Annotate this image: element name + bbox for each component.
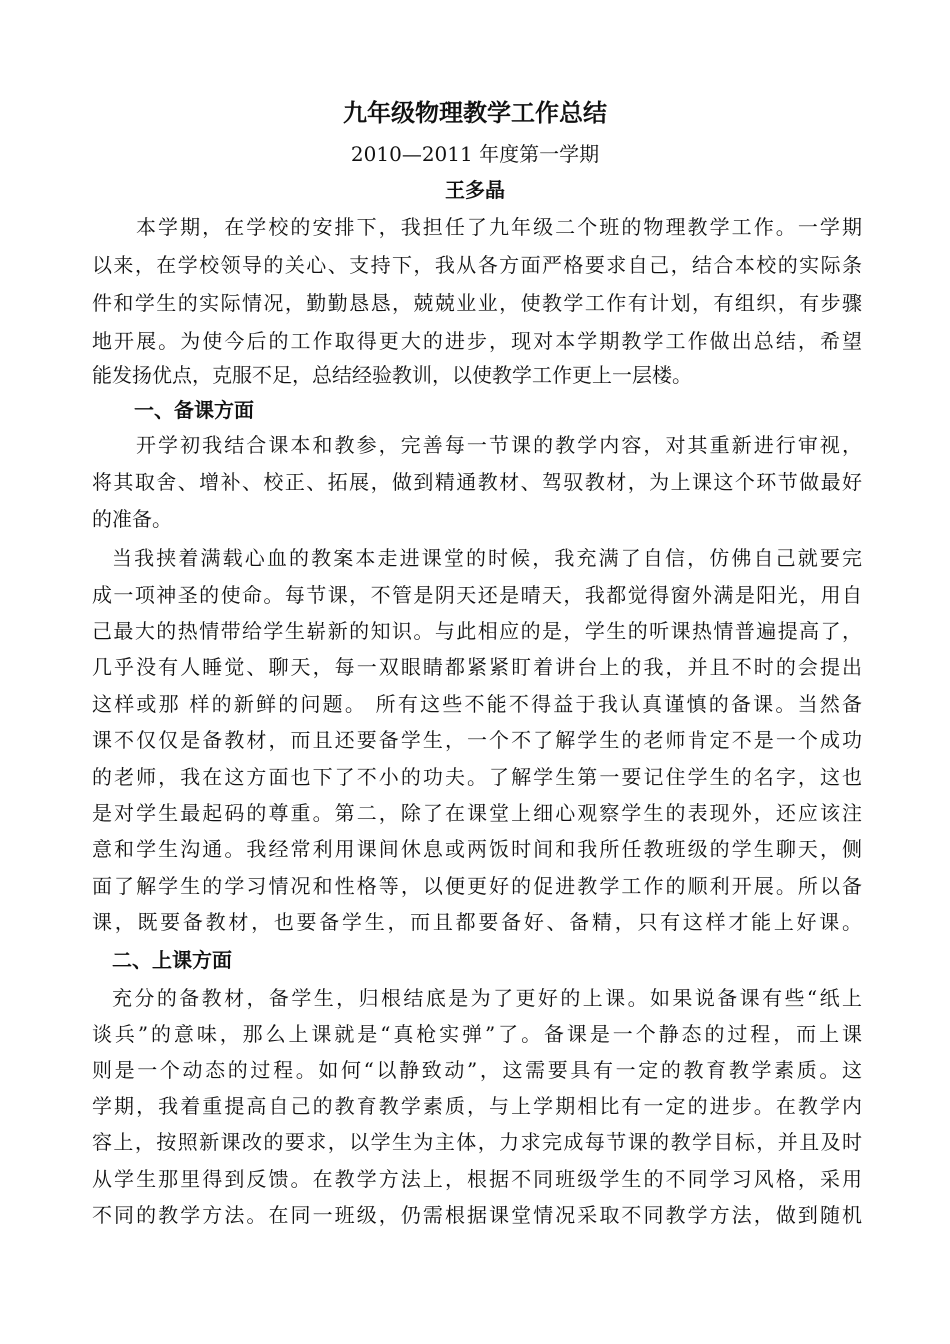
paragraph-line: 以来，在学校领导的关心、支持下，我从各方面严格要求自己，结合本校的实际条 <box>92 253 862 277</box>
paragraph-line: 从学生那里得到反馈。在教学方法上，根据不同班级学生的不同学习风格，采用 <box>92 1167 862 1191</box>
document-author: 王多晶 <box>445 178 505 202</box>
paragraph-line: 不同的教学方法。在同一班级，仍需根据课堂情况采取不同教学方法，做到随机 <box>92 1203 862 1227</box>
paragraph-line: 容上，按照新课改的要求，以学生为主体，力求完成每节课的教学目标，并且及时 <box>92 1130 862 1154</box>
paragraph-line: 地开展。为使今后的工作取得更大的进步，现对本学期教学工作做出总结，希望 <box>92 329 862 353</box>
paragraph-line: 当我挟着满载心血的教案本走进课堂的时候，我充满了自信，仿佛自己就要完 <box>112 546 862 570</box>
paragraph-line: 是对学生最起码的尊重。第二，除了在课堂上细心观察学生的表现外，还应该注 <box>92 801 862 825</box>
document-title: 九年级物理教学工作总结 <box>343 99 607 127</box>
paragraph-line: 学期，我着重提高自己的教育教学素质，与上学期相比有一定的进步。在教学内 <box>92 1094 862 1118</box>
paragraph-line: 意和学生沟通。我经常利用课间休息或两饭时间和我所任教班级的学生聊天，侧 <box>92 837 862 861</box>
paragraph-line: 己最大的热情带给学生崭新的知识。与此相应的是，学生的听课热情普遍提高了， <box>92 619 862 643</box>
paragraph-line: 充分的备教材，备学生，归根结底是为了更好的上课。如果说备课有些“纸上 <box>112 986 862 1010</box>
paragraph-line: 谈兵”的意味，那么上课就是“真枪实弹”了。备课是一个静态的过程，而上课 <box>92 1022 862 1046</box>
paragraph-line: 将其取舍、增补、校正、拓展，做到精通教材、驾驭教材，为上课这个环节做最好 <box>92 470 862 494</box>
paragraph-line: 开学初我结合课本和教参，完善每一节课的教学内容，对其重新进行审视， <box>136 433 862 457</box>
document-subtitle: 2010—2011 年度第一学期 <box>350 142 600 166</box>
section-heading: 二、上课方面 <box>112 948 232 972</box>
paragraph-line: 本学期，在学校的安排下，我担任了九年级二个班的物理教学工作。一学期 <box>136 215 862 239</box>
paragraph-line: 这样或那 样的新鲜的问题。 所有这些不能不得益于我认真谨慎的备课。当然备 <box>92 692 862 716</box>
paragraph-line: 则是一个动态的过程。如何“以静致动”，这需要具有一定的教育教学素质。这 <box>92 1058 862 1082</box>
paragraph-line: 能发扬优点，克服不足，总结经验教训，以使教学工作更上一层楼。 <box>92 363 692 387</box>
section-heading: 一、备课方面 <box>134 398 254 422</box>
paragraph-line: 面了解学生的学习情况和性格等，以便更好的促进教学工作的顺利开展。所以备 <box>92 874 862 898</box>
paragraph-line: 成一项神圣的使命。每节课，不管是阴天还是晴天，我都觉得窗外满是阳光，用自 <box>92 583 862 607</box>
paragraph-line: 件和学生的实际情况，勤勤恳恳，兢兢业业，使教学工作有计划，有组织，有步骤 <box>92 291 862 315</box>
paragraph-line: 课，既要备教材，也要备学生，而且都要备好、备精，只有这样才能上好课。 <box>92 910 862 934</box>
paragraph-line: 课不仅仅是备教材，而且还要备学生，一个不了解学生的老师肯定不是一个成功 <box>92 728 862 752</box>
paragraph-line: 几乎没有人睡觉、聊天，每一双眼睛都紧紧盯着讲台上的我，并且不时的会提出 <box>92 655 862 679</box>
paragraph-line: 的准备。 <box>92 507 172 531</box>
paragraph-line: 的老师，我在这方面也下了不小的功夫。了解学生第一要记住学生的名字，这也 <box>92 765 862 789</box>
